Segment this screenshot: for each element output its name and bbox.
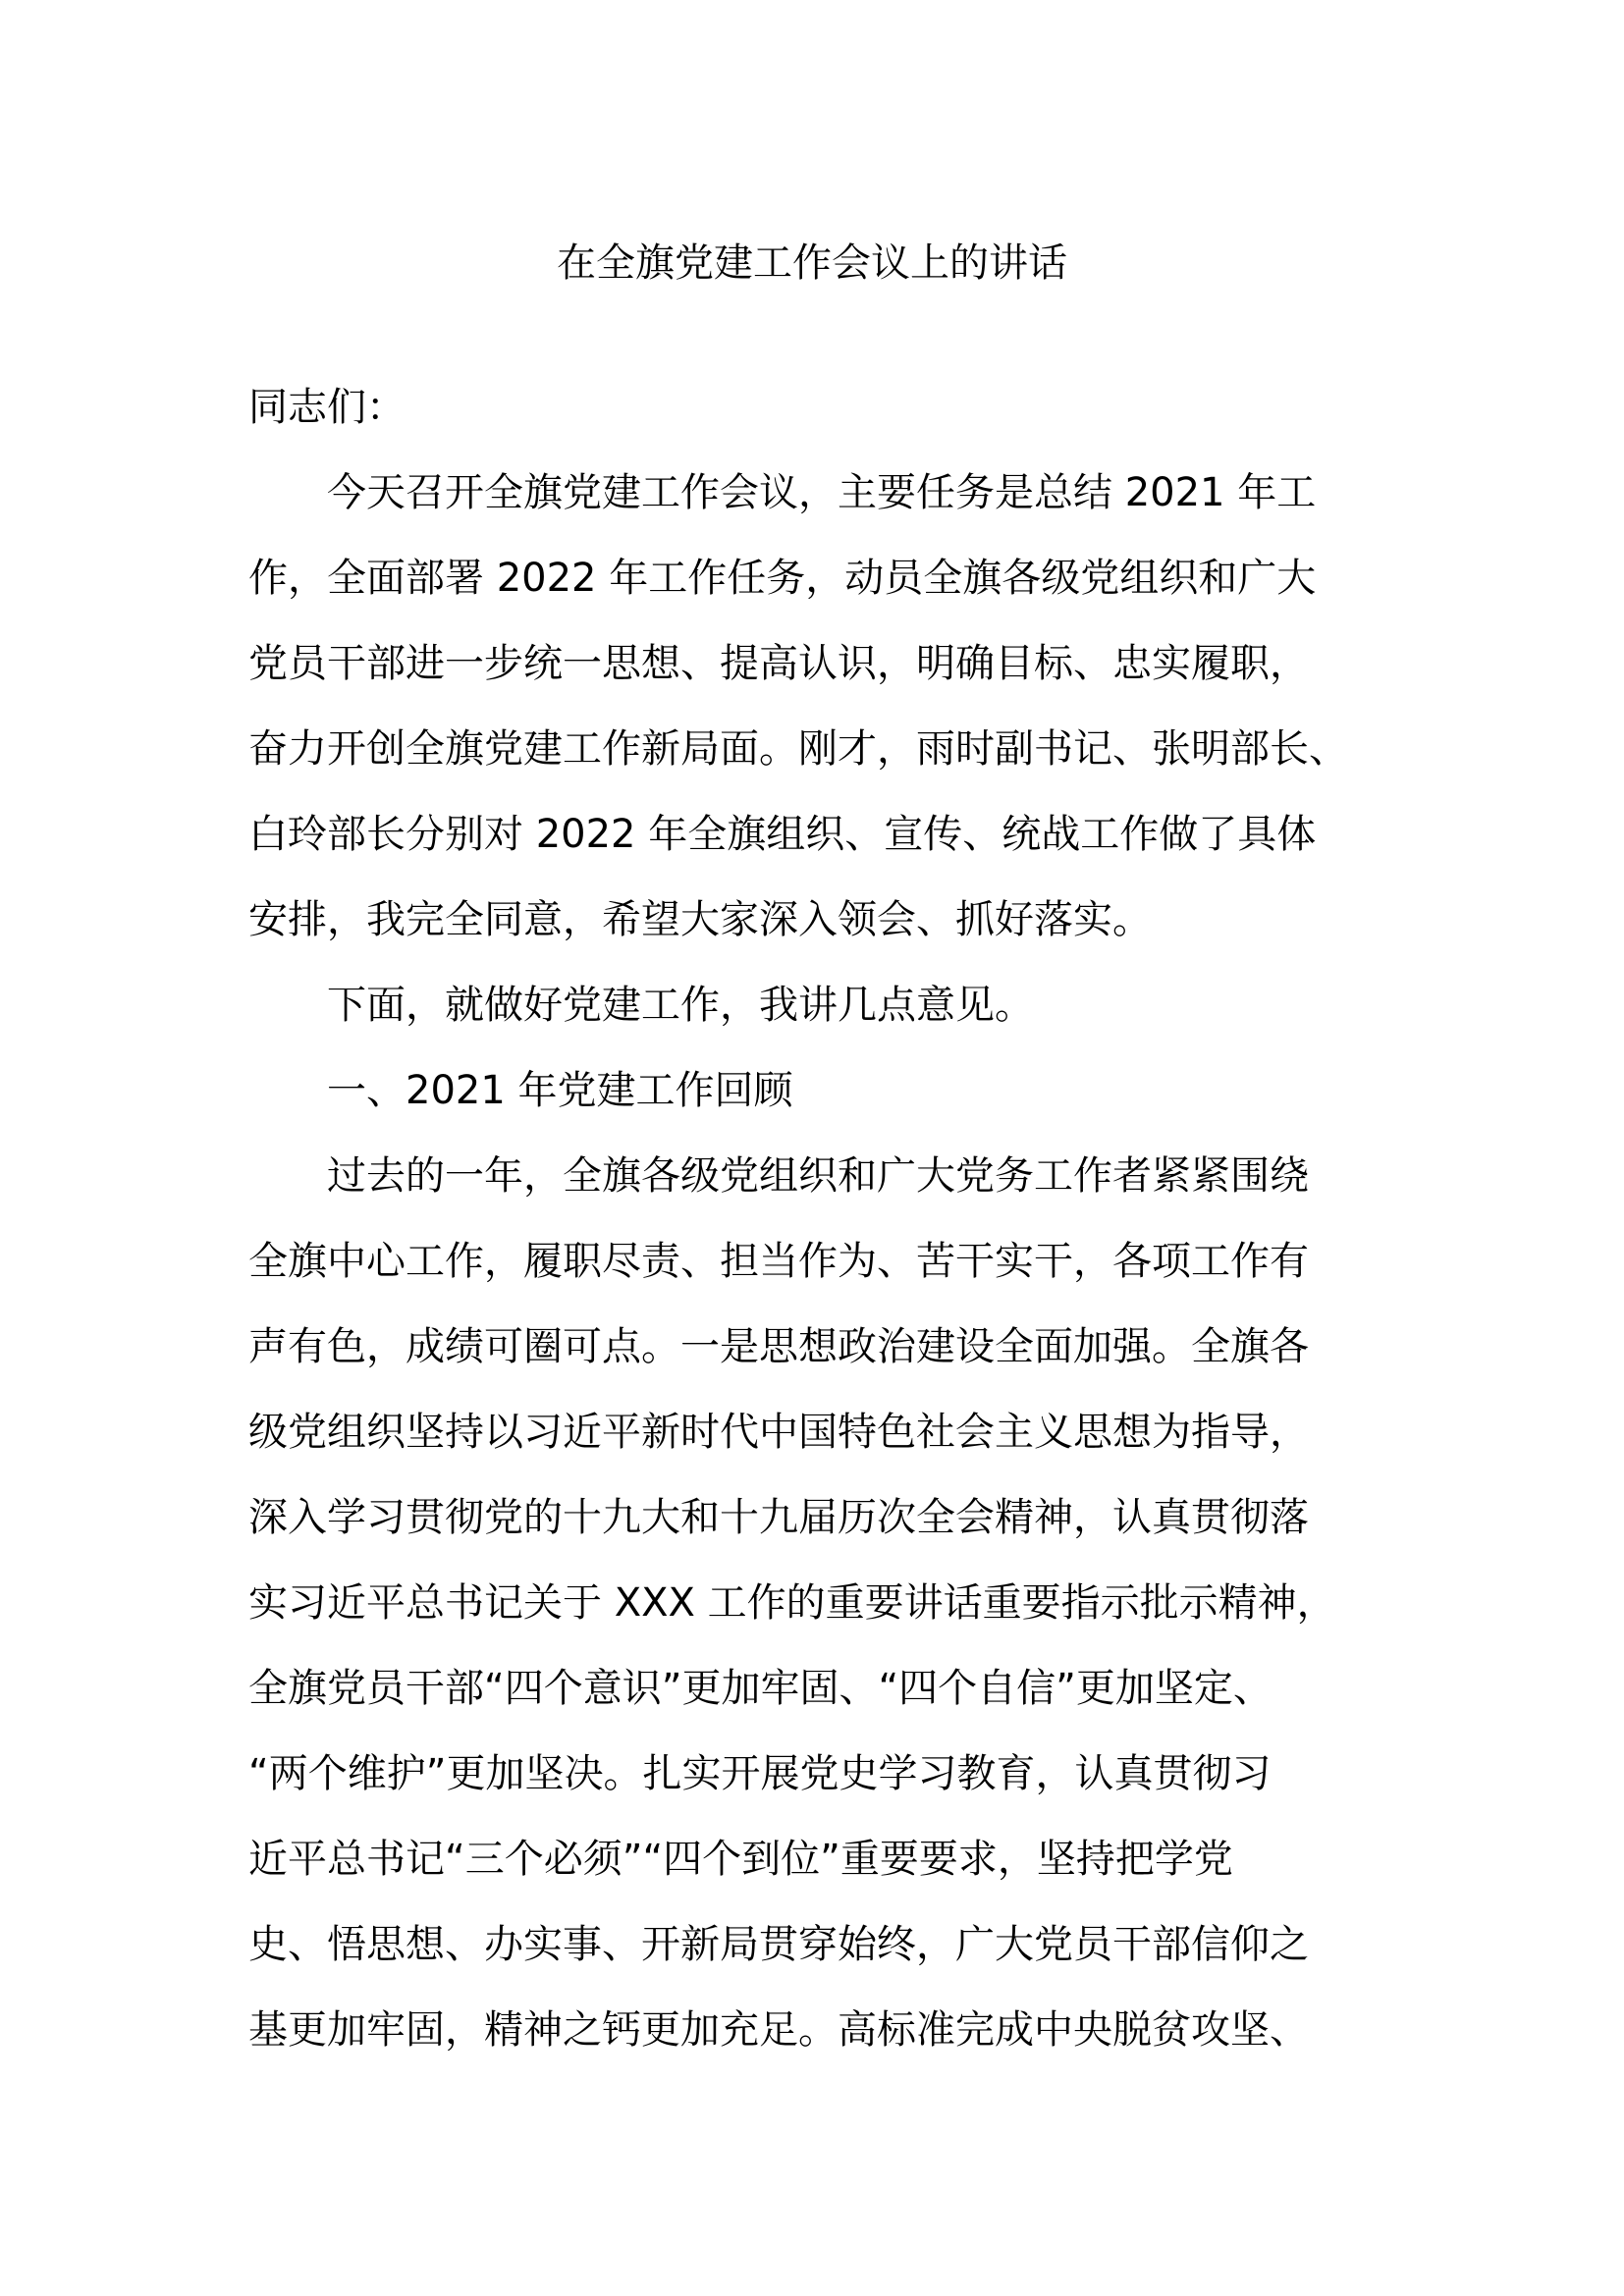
text-line: 实习近平总书记关于 XXX 工作的重要讲话重要指示批示精神， (248, 1580, 1336, 1626)
text-line: 党员干部进一步统一思想、提高认识，明确目标、忠实履职， (248, 641, 1309, 686)
text-line: 作，全面部署 2022 年工作任务，动员全旗各级党组织和广大 (248, 556, 1317, 601)
text-line: 下面，就做好党建工作，我讲几点意见。 (327, 983, 1034, 1028)
text-line: 近平总书记“三个必须”“四个到位”重要要求，坚持把学党 (248, 1837, 1233, 1882)
text-line: 史、悟思想、办实事、开新局贯穿始终，广大党员干部信仰之 (248, 1922, 1309, 1967)
section-heading: 一、2021 年党建工作回顾 (327, 1068, 793, 1113)
text-line: “两个维护”更加坚决。扎实开展党史学习教育，认真贯彻习 (248, 1751, 1272, 1796)
text-line: 今天召开全旗党建工作会议，主要任务是总结 2021 年工 (327, 470, 1317, 515)
text-line: 过去的一年，全旗各级党组织和广大党务工作者紧紧围绕 (327, 1153, 1309, 1199)
document-body (248, 365, 1387, 2073)
document-title: 在全旗党建工作会议上的讲话 (557, 240, 1067, 286)
text-line: 白玲部长分别对 2022 年全旗组织、宣传、统战工作做了具体 (248, 812, 1317, 857)
salutation: 同志们： (248, 385, 406, 430)
text-line: 深入学习贯彻党的十九大和十九届历次全会精神，认真贯彻落 (248, 1495, 1309, 1540)
text-line: 基更加牢固，精神之钙更加充足。高标准完成中央脱贫攻坚、 (248, 2007, 1309, 2053)
text-line: 声有色，成绩可圈可点。一是思想政治建设全面加强。全旗各 (248, 1324, 1309, 1369)
text-line: 安排，我完全同意，希望大家深入领会、抓好落实。 (248, 897, 1152, 942)
text-line: 奋力开创全旗党建工作新局面。刚才，雨时副书记、张明部长、 (248, 726, 1348, 772)
text-line: 全旗中心工作，履职尽责、担当作为、苦干实干，各项工作有 (248, 1239, 1309, 1284)
text-line: 全旗党员干部“四个意识”更加牢固、“四个自信”更加坚定、 (248, 1666, 1272, 1711)
text-line: 级党组织坚持以习近平新时代中国特色社会主义思想为指导， (248, 1410, 1309, 1455)
